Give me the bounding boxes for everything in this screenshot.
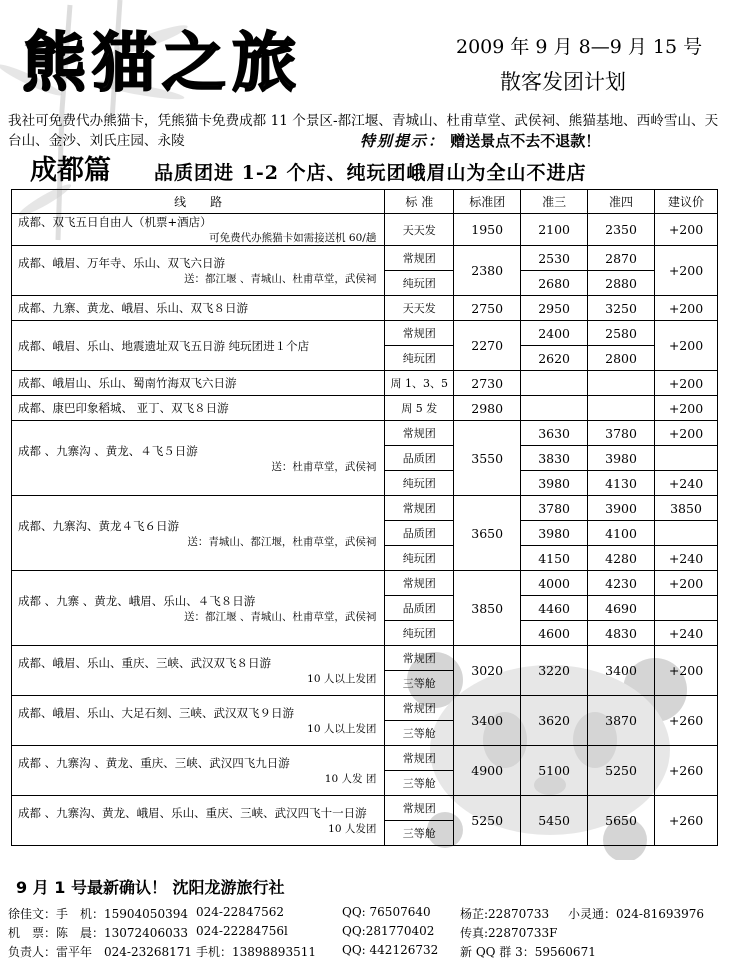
price-cell: 2400	[521, 321, 588, 346]
standard-cell: 常规团	[385, 646, 454, 671]
price-cell: 5250	[454, 796, 521, 846]
price-cell: 2270	[454, 321, 521, 371]
route-cell	[12, 696, 385, 746]
price-cell	[655, 446, 718, 471]
route-note: 10 人以上发团	[307, 723, 377, 735]
price-cell: 5250	[588, 746, 655, 796]
price-cell: +240	[655, 471, 718, 496]
standard-cell: 常规团	[385, 746, 454, 771]
price-cell: 2620	[521, 346, 588, 371]
standard-cell: 常规团	[385, 321, 454, 346]
route-cell	[12, 746, 385, 796]
price-cell: 3980	[588, 446, 655, 471]
route-name: 成都、峨眉、乐山、大足石刻、三峡、武汉双飞９日游	[18, 706, 294, 720]
price-cell	[655, 596, 718, 621]
standard-cell: 常规团	[385, 421, 454, 446]
price-cell: 4460	[521, 596, 588, 621]
table-body	[12, 214, 718, 846]
contact-item: 024-22847562	[196, 905, 285, 919]
price-cell: 4280	[588, 546, 655, 571]
standard-cell: 纯玩团	[385, 346, 454, 371]
column-header: 建议价	[655, 190, 718, 214]
price-cell: +200	[655, 421, 718, 446]
price-cell: +200	[655, 646, 718, 696]
standard-cell: 品质团	[385, 596, 454, 621]
price-cell: 2350	[588, 214, 655, 246]
route-name: 成都、双飞五日自由人（机票+酒店）	[18, 215, 212, 229]
route-name: 成都 、九寨沟 、黄龙、重庆、三峡、武汉四飞九日游	[18, 756, 290, 770]
price-cell: 3250	[588, 296, 655, 321]
standard-cell: 品质团	[385, 521, 454, 546]
price-cell: 2880	[588, 271, 655, 296]
standard-cell: 周 5 发	[385, 396, 454, 421]
price-cell: 5100	[521, 746, 588, 796]
route-cell	[12, 396, 385, 421]
contact-item: QQ: 442126732	[342, 943, 439, 957]
table-row	[12, 371, 718, 396]
price-cell: 3620	[521, 696, 588, 746]
contact-line	[8, 943, 723, 962]
table-row	[12, 496, 718, 521]
standard-cell: 三等舱	[385, 721, 454, 746]
route-cell	[12, 246, 385, 296]
contact-item: 024-22284756l	[196, 924, 288, 938]
column-header: 标 准	[385, 190, 454, 214]
price-cell: +260	[655, 796, 718, 846]
route-note: 送：都江堰 、青城山、杜甫草堂，武侯祠	[184, 610, 377, 623]
table-row	[12, 421, 718, 446]
price-cell: +200	[655, 571, 718, 596]
route-name: 成都、九寨、黄龙、峨眉、乐山、双飞８日游	[18, 301, 248, 315]
route-note: 10 人发团	[328, 823, 377, 835]
section-name: 成都篇	[30, 155, 111, 186]
contact-line	[8, 924, 723, 943]
route-name: 成都、峨眉山、乐山、蜀南竹海双飞六日游	[18, 376, 237, 390]
price-cell: 4130	[588, 471, 655, 496]
route-cell	[12, 796, 385, 846]
price-cell: 3780	[588, 421, 655, 446]
notice-label: 特别提示：	[360, 132, 446, 150]
price-cell: 3650	[454, 496, 521, 571]
table-row	[12, 646, 718, 671]
standard-cell: 纯玩团	[385, 271, 454, 296]
price-cell: +240	[655, 621, 718, 646]
route-note: 10 人以上发团	[307, 673, 377, 685]
price-cell: 3550	[454, 421, 521, 496]
plan-label: 散客发团计划	[500, 70, 626, 94]
route-name: 成都、峨眉、乐山、重庆、三峡、武汉双飞８日游	[18, 656, 271, 670]
price-cell: 4100	[588, 521, 655, 546]
price-cell: 1950	[454, 214, 521, 246]
standard-cell: 纯玩团	[385, 471, 454, 496]
price-cell: +200	[655, 396, 718, 421]
contact-block	[8, 905, 723, 962]
price-cell: 2530	[521, 246, 588, 271]
standard-cell: 三等舱	[385, 671, 454, 696]
notice-text: 赠送景点不去不退款！	[450, 132, 601, 150]
standard-cell: 天天发	[385, 296, 454, 321]
route-name: 成都、九寨沟、黄龙４飞６日游	[18, 518, 179, 533]
table-row	[12, 696, 718, 721]
price-cell: 4600	[521, 621, 588, 646]
column-header: 准三	[521, 190, 588, 214]
price-cell: 3020	[454, 646, 521, 696]
contact-item: 传真:22870733F	[460, 926, 558, 940]
route-cell	[12, 371, 385, 396]
column-header: 准四	[588, 190, 655, 214]
standard-cell: 三等舱	[385, 771, 454, 796]
intro-text: 我社可免费代办熊猫卡，凭熊猫卡免费成都 11 个景区-都江堰、青城山、杜甫草堂、武侯祠、熊猫基地、西岭雪山、天台山、金沙、刘氏庄园、永陵	[8, 113, 719, 149]
table-row	[12, 214, 718, 246]
section-subtitle: 品质团进 1-2 个店、纯玩团峨眉山为全山不进店	[154, 162, 587, 184]
standard-cell: 纯玩团	[385, 621, 454, 646]
route-note: 送：青城山、都江堰，杜甫草堂，武侯祠	[187, 535, 377, 548]
standard-cell: 常规团	[385, 796, 454, 821]
route-cell	[12, 571, 385, 646]
contact-item: 负责人：雷平年 024-23268171	[8, 945, 193, 959]
contact-item: 杨芷:22870733	[460, 907, 550, 921]
price-cell: 4900	[454, 746, 521, 796]
date-range: 2009 年 9 月 8—9 月 15 号	[456, 36, 703, 58]
table-row	[12, 746, 718, 771]
price-cell: 3400	[454, 696, 521, 746]
price-cell	[588, 371, 655, 396]
price-cell: 2730	[454, 371, 521, 396]
contact-item: 徐佳文：手 机：15904050394	[8, 907, 188, 921]
price-cell: 4000	[521, 571, 588, 596]
route-note: 10 人发 团	[324, 773, 377, 785]
price-cell: 2680	[521, 271, 588, 296]
price-cell: 3900	[588, 496, 655, 521]
price-cell: +260	[655, 696, 718, 746]
standard-cell: 天天发	[385, 214, 454, 246]
price-cell: 3400	[588, 646, 655, 696]
price-cell: 3980	[521, 471, 588, 496]
standard-cell: 常规团	[385, 571, 454, 596]
price-cell: +200	[655, 214, 718, 246]
price-cell: 3850	[454, 571, 521, 646]
contact-item: QQ:281770402	[342, 924, 435, 938]
price-table	[11, 189, 718, 846]
price-cell: 3850	[655, 496, 718, 521]
price-cell: 3870	[588, 696, 655, 746]
price-cell: 2950	[521, 296, 588, 321]
standard-cell: 品质团	[385, 446, 454, 471]
contact-item: 小灵通：024-81693976	[568, 907, 705, 921]
table-header-row	[12, 190, 718, 214]
standard-cell: 周 1、3、5	[385, 371, 454, 396]
route-cell	[12, 646, 385, 696]
price-cell: +200	[655, 321, 718, 371]
column-header: 标准团	[454, 190, 521, 214]
table-row	[12, 296, 718, 321]
price-cell: 4230	[588, 571, 655, 596]
price-cell	[521, 396, 588, 421]
standard-cell: 常规团	[385, 696, 454, 721]
table-row	[12, 396, 718, 421]
page-title: 熊猫之旅	[22, 27, 302, 101]
price-cell	[588, 396, 655, 421]
contact-line	[8, 905, 723, 924]
price-cell: 2380	[454, 246, 521, 296]
route-name: 成都、峨眉、万年寺、乐山、双飞六日游	[18, 256, 225, 270]
price-cell: 3980	[521, 521, 588, 546]
table-row	[12, 321, 718, 346]
price-cell: 2980	[454, 396, 521, 421]
route-note: 送：都江堰 、青城山、杜甫草堂，武侯祠	[184, 273, 377, 285]
standard-cell: 纯玩团	[385, 546, 454, 571]
standard-cell: 常规团	[385, 496, 454, 521]
route-cell	[12, 321, 385, 371]
price-cell: +200	[655, 246, 718, 296]
table-row	[12, 571, 718, 596]
price-cell: 5450	[521, 796, 588, 846]
route-cell	[12, 496, 385, 571]
route-name: 成都、康巴印象稻城、 亚丁、双飞８日游	[18, 401, 229, 415]
special-notice	[360, 130, 600, 151]
contact-item: 手机：13898893511	[196, 945, 316, 959]
standard-cell: 三等舱	[385, 821, 454, 846]
contact-item: QQ: 76507640	[342, 905, 431, 919]
price-cell: 2580	[588, 321, 655, 346]
price-cell: 2800	[588, 346, 655, 371]
contact-item: 机 票：陈 晨：13072406033	[8, 926, 188, 940]
contact-item: 新 QQ 群 3：59560671	[460, 945, 596, 959]
price-cell: 5650	[588, 796, 655, 846]
table-row	[12, 796, 718, 821]
route-name: 成都、峨眉、乐山、地震遗址双飞五日游 纯玩团进１个店	[18, 338, 310, 353]
price-cell: 3630	[521, 421, 588, 446]
table-row	[12, 246, 718, 271]
route-cell	[12, 421, 385, 496]
route-name: 成都 、九寨 、黄龙、峨眉、乐山、４飞８日游	[18, 593, 256, 608]
route-cell	[12, 296, 385, 321]
route-cell	[12, 214, 385, 246]
route-name: 成都 、九寨沟 、黄龙、４飞５日游	[18, 443, 198, 458]
price-cell: +200	[655, 296, 718, 321]
confirm-line: 9 月 1 号最新确认！ 沈阳龙游旅行社	[16, 878, 285, 897]
price-cell	[655, 521, 718, 546]
price-cell: 3780	[521, 496, 588, 521]
price-cell	[521, 371, 588, 396]
route-note: 送：杜甫草堂，武侯祠	[271, 460, 377, 473]
price-cell: 4690	[588, 596, 655, 621]
price-cell: +200	[655, 371, 718, 396]
price-cell: 2870	[588, 246, 655, 271]
column-header: 线 路	[12, 190, 385, 214]
price-cell: 4150	[521, 546, 588, 571]
price-cell: 4830	[588, 621, 655, 646]
price-cell: +240	[655, 546, 718, 571]
price-cell: 3830	[521, 446, 588, 471]
price-cell: 2750	[454, 296, 521, 321]
route-note: 可免费代办熊猫卡如需接送机 60/趟	[209, 232, 377, 244]
price-cell: 3220	[521, 646, 588, 696]
price-cell: +260	[655, 746, 718, 796]
price-cell: 2100	[521, 214, 588, 246]
route-name: 成都 、九寨沟、黄龙、峨眉、乐山、重庆、三峡、武汉四飞十一日游	[18, 806, 367, 820]
standard-cell: 常规团	[385, 246, 454, 271]
